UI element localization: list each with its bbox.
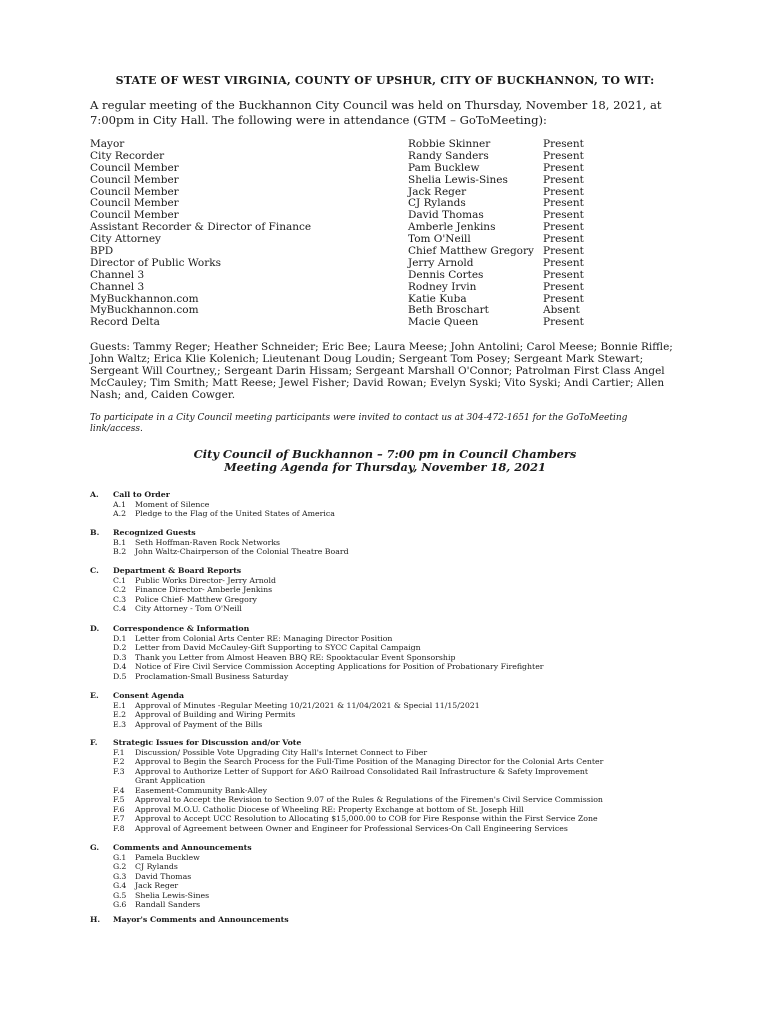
attendee-title: Assistant Recorder & Director of Finance (90, 221, 312, 234)
agenda-item-text: Letter from David McCauley-Gift Supporting to SYCC Capital Campaign (135, 643, 421, 652)
agenda-item-text: Approval of Minutes -Regular Meeting 10/21/2021 & 11/04/2021 & Special 11/15/2021 (135, 700, 480, 710)
guests-paragraph: Guests: Tammy Reger; Heather Schneider; Eric Bee; Laura Meese; John Antolini; Carol Meese; Bonnie Riffle; John Waltz; Erica Klie Kolenich; Lieutenant Doug Loudin; Sergeant Tom Posey; Sergeant Mark Stewart; Sergeant Will Courtney,; Sergeant Darin Hissam; Sergeant Marshall O'Connor; Patrolman First Class Angel McCauley; Tim Smith; Matt Reese; Jewel Fisher; David Rowan; Evelyn Syski; Vito Syski; Andi Cartier; Allen Nash; and, Caiden Cowger. (90, 341, 673, 401)
attendee-status: Present (543, 138, 584, 150)
attendee-title: City Recorder (90, 149, 165, 162)
agenda-item-code: A.2 (113, 509, 127, 518)
agenda-item (90, 653, 690, 663)
attendance-row (90, 305, 690, 317)
attendee-name: Pam Bucklew (408, 161, 480, 174)
agenda-item-code: F.4 (113, 785, 125, 795)
agenda-item (90, 604, 690, 614)
agenda-item-text: Approval of Payment of the Bills (135, 719, 263, 729)
agenda-item-text: Pamela Bucklew (135, 852, 200, 862)
agenda-section (90, 843, 690, 910)
attendee-title: Mayor (90, 138, 125, 150)
agenda-item (90, 853, 690, 863)
agenda-title-line-2: Meeting Agenda for Thursday, November 18, 2021 (224, 460, 546, 474)
agenda-section-heading (90, 566, 690, 576)
agenda-item (90, 748, 690, 758)
agenda-item-text: Shelia Lewis-Sines (135, 890, 210, 900)
agenda-title-line-1: City Council of Buckhannon – 7:00 pm in Council Chambers (193, 447, 577, 461)
agenda-item-code: G.2 (113, 862, 127, 871)
attendance-row (90, 151, 690, 163)
attendee-status: Present (543, 256, 584, 269)
agenda-item-text: Discussion/ Possible Vote Upgrading City Hall's Internet Connect to Fiber (135, 747, 428, 757)
agenda-item-code: D.1 (113, 633, 127, 643)
agenda-item-text: Easement-Community Bank-Alley (135, 785, 268, 795)
attendee-status: Present (543, 292, 584, 305)
agenda-section-letter: A. (90, 490, 99, 499)
attendance-row (90, 187, 690, 199)
agenda-item (90, 824, 690, 834)
agenda-item (90, 872, 690, 882)
agenda-item (90, 767, 690, 777)
attendee-title: City Attorney (90, 233, 161, 246)
agenda-item (90, 805, 690, 815)
agenda-item (90, 547, 690, 557)
agenda-item-code: D.3 (113, 652, 127, 662)
attendee-title: Record Delta (90, 316, 160, 329)
attendee-title: BPD (90, 245, 114, 258)
agenda-item (90, 862, 690, 872)
agenda-item (90, 634, 690, 644)
attendance-row (90, 198, 690, 210)
agenda-section-heading (90, 624, 690, 634)
agenda-item (90, 509, 690, 519)
agenda-item-text: CJ Rylands (135, 862, 178, 871)
agenda-item (90, 643, 690, 653)
agenda-item (90, 757, 690, 767)
attendee-status: Present (543, 233, 584, 246)
attendee-status: Present (543, 161, 584, 174)
agenda-item-code: F.2 (113, 757, 125, 766)
agenda-section-heading (90, 528, 690, 538)
agenda-item-text: Jack Reger (135, 881, 179, 890)
agenda-item-text: David Thomas (135, 871, 192, 881)
agenda-item (90, 672, 690, 682)
attendee-title: MyBuckhannon.com (90, 292, 199, 305)
attendee-name: Katie Kuba (408, 292, 467, 305)
agenda-item-text: Approval to Accept UCC Resolution to Allocating $15,000.00 to COB for Fire Response within the First Service Zone (135, 814, 598, 823)
attendance-list (90, 139, 690, 329)
agenda-item (90, 891, 690, 901)
attendance-row (90, 139, 690, 151)
attendance-row (90, 163, 690, 175)
agenda-section-letter: F. (90, 738, 98, 747)
agenda-item-text: Randall Sanders (135, 900, 201, 909)
agenda-item-text: Thank you Letter from Almost Heaven BBQ RE: Spooktacular Event Sponsorship (135, 652, 456, 662)
agenda-item-text: Approval of Agreement between Owner and Engineer for Professional Services-On Call Engineering Services (135, 823, 568, 833)
attendee-status: Present (543, 280, 584, 293)
attendance-row (90, 222, 690, 234)
attendee-name: Randy Sanders (408, 149, 489, 162)
agenda-item-text: Approval M.O.U. Catholic Diocese of Wheeling RE: Property Exchange at bottom of St. Joseph Hill (135, 804, 524, 814)
attendee-title: Channel 3 (90, 268, 145, 281)
agenda-item-text: City Attorney - Tom O'Neill (135, 604, 242, 613)
attendee-title: Director of Public Works (90, 256, 221, 269)
agenda-item (90, 595, 690, 605)
agenda-item-text: Approval of Building and Wiring Permits (135, 710, 296, 719)
agenda-item (90, 795, 690, 805)
attendee-status: Absent (543, 304, 580, 317)
agenda-item-text: Public Works Director- Jerry Arnold (135, 575, 276, 585)
agenda-section (90, 490, 690, 519)
attendee-title: Council Member (90, 161, 179, 174)
agenda-section (90, 691, 690, 729)
agenda-item-code: D.4 (113, 662, 127, 671)
attendee-status: Present (543, 197, 584, 210)
attendee-status: Present (543, 221, 584, 234)
agenda-item-text: John Waltz-Chairperson of the Colonial Theatre Board (135, 547, 349, 556)
agenda-item (90, 776, 690, 786)
attendee-name: Tom O'Neill (408, 233, 471, 246)
attendance-row (90, 258, 690, 270)
attendee-status: Present (543, 149, 584, 162)
agenda-item-code: B.1 (113, 537, 127, 547)
agenda-section-title: Mayor's Comments and Announcements (113, 915, 289, 924)
agenda-item-code: C.3 (113, 594, 127, 604)
agenda-section-heading (90, 843, 690, 853)
agenda-title (90, 448, 680, 474)
agenda-section-heading (90, 915, 690, 925)
agenda-item-text: Pledge to the Flag of the United States of America (135, 509, 335, 518)
attendee-title: Council Member (90, 197, 179, 210)
attendee-status: Present (543, 316, 584, 329)
attendee-name: Robbie Skinner (408, 138, 491, 150)
attendee-status: Present (543, 268, 584, 281)
attendee-status: Present (543, 173, 584, 186)
agenda-item (90, 500, 690, 510)
agenda-item-code: D.2 (113, 643, 127, 652)
agenda-item-code: F.5 (113, 795, 125, 804)
agenda-section-letter: H. (90, 915, 101, 924)
attendee-name: Dennis Cortes (408, 268, 484, 281)
agenda-section-title: Department & Board Reports (113, 566, 242, 575)
agenda-item-text: Letter from Colonial Arts Center RE: Managing Director Position (135, 633, 393, 643)
agenda-item (90, 662, 690, 672)
agenda-section-letter: C. (90, 566, 99, 575)
agenda-item-code: F.6 (113, 804, 125, 814)
attendee-name: Chief Matthew Gregory (408, 245, 534, 258)
attendance-row (90, 234, 690, 246)
attendance-row (90, 317, 690, 329)
agenda-item-code: G.3 (113, 871, 127, 881)
agenda-item-code: D.5 (113, 671, 127, 681)
agenda-item-code: E.3 (113, 719, 127, 729)
agenda-item-text: Grant Application (135, 776, 206, 785)
agenda-section-title: Correspondence & Information (113, 624, 250, 633)
agenda-item-text: Notice of Fire Civil Service Commission Accepting Applications for Position of Probationary Firefighter (135, 662, 544, 671)
agenda-item (90, 701, 690, 711)
agenda-section (90, 528, 690, 557)
agenda-item (90, 786, 690, 796)
agenda-item (90, 538, 690, 548)
attendee-status: Present (543, 209, 584, 222)
agenda-item-code: E.1 (113, 700, 127, 710)
agenda-section-title: Recognized Guests (113, 528, 196, 537)
attendee-title: Channel 3 (90, 280, 145, 293)
agenda-item-text: Finance Director- Amberle Jenkins (135, 585, 273, 594)
agenda-section (90, 566, 690, 614)
agenda-item-code: C.4 (113, 604, 127, 613)
attendee-name: Shelia Lewis-Sines (408, 173, 508, 186)
agenda-item-code: B.2 (113, 547, 127, 556)
agenda-item (90, 900, 690, 910)
attendee-name: Rodney Irvin (408, 280, 477, 293)
agenda-section-title: Call to Order (113, 490, 170, 499)
attendee-name: Amberle Jenkins (408, 221, 496, 234)
agenda-item-code: F.1 (113, 747, 125, 757)
agenda-item-text: Approval to Authorize Letter of Support for A&O Railroad Consolidated Rail Infrastructure & Safety Improvement (135, 766, 589, 776)
agenda-item-text: Approval to Accept the Revision to Section 9.07 of the Rules & Regulations of the Firemen's Civil Service Commission (135, 795, 603, 804)
agenda-item-code: C.2 (113, 585, 127, 594)
agenda-item-code: F.8 (113, 823, 125, 833)
agenda-section-title: Consent Agenda (113, 691, 185, 700)
agenda-item (90, 710, 690, 720)
attendee-status: Present (543, 245, 584, 258)
attendee-name: Jack Reger (408, 185, 467, 198)
agenda-item (90, 881, 690, 891)
agenda-item-code: F.7 (113, 814, 125, 823)
participation-note: To participate in a City Council meeting participants were invited to contact us at 304-472-1651 for the GoToMeeting link/access. (90, 413, 628, 434)
agenda-item-text: Seth Hoffman-Raven Rock Networks (135, 537, 281, 547)
attendance-row (90, 175, 690, 187)
agenda-item-code: A.1 (113, 499, 127, 509)
agenda-item-text: Proclamation-Small Business Saturday (135, 671, 289, 681)
agenda-section (90, 738, 690, 833)
meeting-intro: A regular meeting of the Buckhannon City Council was held on Thursday, November 18, 2021, at 7:00pm in City Hall. The following were in attendance (GTM – GoToMeeting): (90, 98, 662, 127)
agenda-item-text: Approval to Begin the Search Process for the Full-Time Position of the Managing Director for the Colonial Arts Center (135, 757, 604, 766)
attendance-row (90, 270, 690, 282)
agenda-section-heading (90, 738, 690, 748)
agenda-item (90, 814, 690, 824)
agenda-section-letter: B. (90, 528, 100, 537)
attendee-title: Council Member (90, 185, 179, 198)
attendee-name: Beth Broschart (408, 304, 489, 317)
agenda-item-code: F.3 (113, 766, 125, 776)
agenda-section-letter: E. (90, 691, 99, 700)
agenda-section-letter: D. (90, 624, 100, 633)
attendee-title: Council Member (90, 173, 179, 186)
agenda-section-heading (90, 490, 690, 500)
agenda-item-text: Police Chief- Matthew Gregory (135, 594, 257, 604)
attendee-status: Present (543, 185, 584, 198)
agenda-section (90, 915, 690, 925)
attendee-title: Council Member (90, 209, 179, 222)
document-heading: STATE OF WEST VIRGINIA, COUNTY OF UPSHUR, CITY OF BUCKHANNON, TO WIT: (115, 74, 655, 87)
agenda-item-code: G.5 (113, 890, 127, 900)
agenda-section-title: Comments and Announcements (113, 843, 252, 852)
agenda-item-code: G.1 (113, 852, 127, 862)
attendee-name: CJ Rylands (408, 197, 466, 210)
agenda-item (90, 585, 690, 595)
agenda-item-code: G.4 (113, 881, 127, 890)
agenda-section-title: Strategic Issues for Discussion and/or Vote (113, 738, 302, 747)
agenda-item-code: E.2 (113, 710, 127, 719)
agenda-item (90, 576, 690, 586)
agenda-item-code: G.6 (113, 900, 127, 909)
attendee-name: Macie Queen (408, 316, 479, 329)
attendee-name: David Thomas (408, 209, 484, 222)
agenda-item (90, 720, 690, 730)
attendee-name: Jerry Arnold (408, 256, 474, 269)
agenda-section-heading (90, 691, 690, 701)
agenda-section (90, 624, 690, 681)
agenda-section-letter: G. (90, 843, 100, 852)
attendance-row (90, 282, 690, 294)
attendee-title: MyBuckhannon.com (90, 304, 199, 317)
agenda-item-code: C.1 (113, 575, 127, 585)
agenda-item-text: Moment of Silence (135, 499, 210, 509)
